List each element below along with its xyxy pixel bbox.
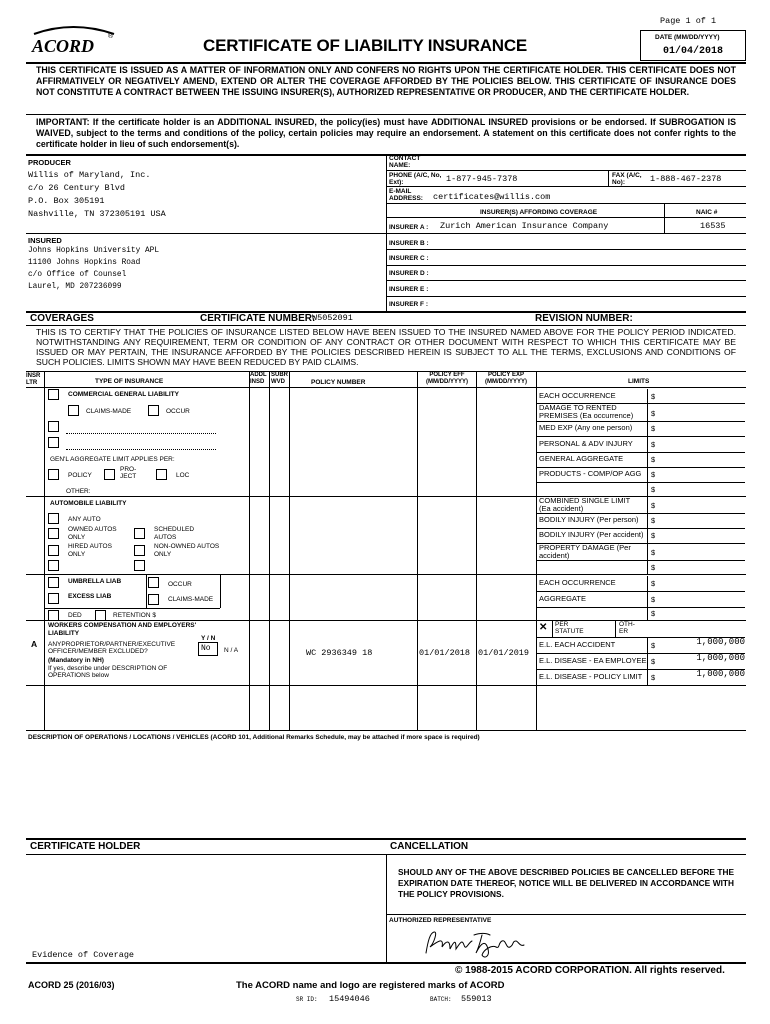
umbrella-limit-row — [537, 576, 745, 592]
disclaimer-text: THIS CERTIFICATE IS ISSUED AS A MATTER OF INFORMATION ONLY AND CONFERS NO RIGHTS UPON THE CERTIFICATE HOLDER. THIS CERTIFICATE DOES NOT AFFIRMATIVELY OR NEGATIVELY AMEND, EXTEND OR ALTER THE COVERAGE AFFORDED BY THE POLICIES BELOW. THIS CERTIFICATE OF INSURANCE DOES NOT CONSTITUTE A CONTRACT BETWEEN THE ISSUING INSURER(S), AUTHORIZED REPRESENTATIVE OR PRODUCER, AND THE CERTIFICATE HOLDER. — [36, 65, 736, 97]
gl-limit-row — [537, 421, 745, 437]
gl-claims-made-checkbox[interactable] — [68, 405, 79, 416]
gl-other-label: OTHER: — [66, 488, 91, 495]
gl-aggregate-label: GEN'L AGGREGATE LIMIT APPLIES PER: — [50, 456, 175, 463]
insr-header: INSR LTR — [26, 373, 41, 386]
limit-dollar: $ — [651, 440, 656, 449]
insured-line: Laurel, MD 207236099 — [28, 283, 122, 291]
insurer-b-label: INSURER B : — [389, 240, 429, 247]
auto-any-checkbox[interactable] — [48, 513, 59, 524]
auto-extra-checkbox-1[interactable] — [48, 560, 59, 571]
ded-label: DED — [68, 612, 82, 619]
wc-other: OTH-ER — [619, 621, 635, 635]
limit-label: E.L. DISEASE - POLICY LIMIT — [539, 672, 643, 681]
cancellation-label: CANCELLATION — [390, 841, 469, 852]
gl-occur-checkbox[interactable] — [148, 405, 159, 416]
producer-line: Nashville, TN 372305191 USA — [28, 209, 166, 219]
umbrella-limit-row — [537, 607, 745, 621]
auto-hired-label: HIRED AUTOS ONLY — [68, 543, 112, 558]
gl-title: COMMERCIAL GENERAL LIABILITY — [68, 391, 179, 398]
gl-policy-label: POLICY — [68, 472, 92, 479]
insurer-a-name: Zurich American Insurance Company — [440, 221, 609, 231]
wc-policy-exp: 01/01/2019 — [478, 648, 530, 658]
gl-occur-label: OCCUR — [166, 408, 190, 415]
umbrella-claims-made-checkbox[interactable] — [148, 594, 159, 605]
umbrella-claims-made-label: CLAIMS-MADE — [168, 596, 214, 603]
limits-header: LIMITS — [628, 378, 650, 385]
insurer-a-label: INSURER A : — [389, 224, 429, 231]
acord-logo — [28, 22, 118, 62]
wc-per-statute: PER STATUTE — [555, 621, 584, 635]
excess-checkbox[interactable] — [48, 593, 59, 604]
document-title: CERTIFICATE OF LIABILITY INSURANCE — [203, 36, 528, 55]
gl-project-label: PRO-JECT — [120, 466, 137, 480]
auth-rep-label: AUTHORIZED REPRESENTATIVE — [389, 917, 492, 924]
description-label: DESCRIPTION OF OPERATIONS / LOCATIONS / VEHICLES (ACORD 101, Additional Remarks Schedule, may be attached if more space is required) — [28, 734, 480, 741]
limit-label: PERSONAL & ADV INJURY — [539, 439, 633, 448]
auto-hired-checkbox[interactable] — [48, 545, 59, 556]
limit-label: PRODUCTS - COMP/OP AGG — [539, 469, 642, 478]
sr-id: 15494046 — [329, 994, 370, 1004]
insurer-f-label: INSURER F : — [389, 301, 428, 308]
limit-dollar: $ — [651, 409, 656, 418]
trademark: The ACORD name and logo are registered marks of ACORD — [236, 980, 505, 991]
type-header: TYPE OF INSURANCE — [95, 378, 164, 385]
wc-limit-row — [537, 653, 745, 670]
gl-limit-row — [537, 436, 745, 453]
gl-policy-checkbox[interactable] — [48, 469, 59, 480]
signature-image — [420, 927, 530, 961]
limit-value: 1,000,000 — [696, 669, 745, 679]
certify-text: THIS IS TO CERTIFY THAT THE POLICIES OF INSURANCE LISTED BELOW HAVE BEEN ISSUED TO THE INSURED NAMED ABOVE FOR THE POLICY PERIOD INDICATED. NOTWITHSTANDING ANY REQUIREMENT, TERM OR CONDITION OF ANY CONTRACT OR OTHER DOCUMENT WITH RESPECT TO WHICH THIS CERTIFICATE MAY BE ISSUED OR MAY PERTAIN, THE INSURANCE AFFORDED BY THE POLICIES DESCRIBED HEREIN IS SUBJECT TO ALL THE TERMS, EXCLUSIONS AND CONDITIONS OF SUCH POLICIES. LIMITS SHOWN MAY HAVE BEEN REDUCED BY PAID CLAIMS. — [36, 327, 736, 367]
limit-dollar: $ — [651, 392, 656, 401]
insurer-e-label: INSURER E : — [389, 286, 429, 293]
cancellation-text: SHOULD ANY OF THE ABOVE DESCRIBED POLICIES BE CANCELLED BEFORE THE EXPIRATION DATE THEREOF, NOTICE WILL BE DELIVERED IN ACCORDANCE WITH THE POLICY PROVISIONS. — [398, 867, 734, 899]
phone-value: 1-877-945-7378 — [446, 174, 518, 184]
limit-value: 1,000,000 — [696, 653, 745, 663]
auto-limit-row — [537, 496, 745, 514]
auto-non-owned-checkbox[interactable] — [134, 545, 145, 556]
wc-policy-eff: 01/01/2018 — [419, 648, 471, 658]
umbrella-limit-row — [537, 591, 745, 608]
subr-header: SUBR WVD — [271, 372, 289, 385]
excess-label: EXCESS LIAB — [68, 593, 112, 600]
auto-extra-checkbox-2[interactable] — [134, 560, 145, 571]
auto-title: AUTOMOBILE LIABILITY — [50, 500, 127, 507]
limit-dollar: $ — [651, 563, 656, 572]
wc-question: ANYPROPRIETOR/PARTNER/EXECUTIVE OFFICER/MEMBER EXCLUDED? — [48, 641, 176, 655]
limit-dollar: $ — [651, 657, 656, 666]
limit-dollar: $ — [651, 609, 656, 618]
limit-label: COMBINED SINGLE LIMIT (Ea accident) — [539, 496, 631, 513]
insured-line: 11100 Johns Hopkins Road — [28, 259, 141, 267]
insured-label: INSURED — [28, 236, 62, 245]
policy-exp-header: POLICY EXP (MM/DD/YYYY) — [485, 372, 527, 385]
limit-label: MED EXP (Any one person) — [539, 423, 633, 432]
addl-header: ADDL INSD — [250, 372, 267, 385]
gl-checkbox[interactable] — [48, 389, 59, 400]
producer-address — [28, 169, 166, 221]
date-value: 01/04/2018 — [663, 46, 724, 57]
coverages-label: COVERAGES — [30, 313, 94, 324]
auto-owned-checkbox[interactable] — [48, 528, 59, 539]
policy-eff-header: POLICY EFF (MM/DD/YYYY) — [426, 372, 468, 385]
gl-limit-row — [537, 452, 745, 468]
wc-title: WORKERS COMPENSATION AND EMPLOYERS' LIABILITY — [48, 622, 197, 637]
auto-limit-row — [537, 528, 745, 544]
insured-line: c/o Office of Counsel — [28, 271, 127, 279]
limit-label: GENERAL AGGREGATE — [539, 454, 624, 463]
wc-limit-row — [537, 637, 745, 654]
wc-describe: If yes, describe under DESCRIPTION OF OPERATIONS below — [48, 665, 168, 679]
wc-limit-row — [537, 669, 745, 686]
wc-insr-letter: A — [31, 639, 38, 649]
limit-dollar: $ — [651, 516, 656, 525]
gl-limit-row — [537, 482, 745, 497]
auto-scheduled-checkbox[interactable] — [134, 528, 145, 539]
wc-excluded-answer-box[interactable] — [198, 642, 218, 656]
producer-label: PRODUCER — [28, 158, 71, 167]
wc-addl-insd: N / A — [224, 647, 239, 654]
limit-label: BODILY INJURY (Per person) — [539, 515, 639, 524]
limit-dollar: $ — [651, 595, 656, 604]
limit-label: EACH OCCURRENCE — [539, 391, 616, 400]
insured-line: Johns Hopkins University APL — [28, 247, 160, 255]
svg-text:ACORD: ACORD — [32, 36, 95, 56]
umbrella-checkbox[interactable] — [48, 577, 59, 588]
email-label: E-MAIL ADDRESS: — [389, 188, 423, 202]
wc-mandatory: (Mandatory in NH) — [48, 657, 104, 664]
umbrella-occur-label: OCCUR — [168, 581, 192, 588]
date-box — [640, 30, 746, 61]
limit-dollar: $ — [651, 579, 656, 588]
page-number: Page 1 of 1 — [660, 16, 717, 26]
naic-header: NAIC # — [696, 209, 718, 216]
phone-label: PHONE (A/C, No, Ext): — [389, 172, 442, 186]
copyright: © 1988-2015 ACORD CORPORATION. All rights reserved. — [455, 965, 725, 976]
limit-value: 1,000,000 — [696, 637, 745, 647]
wc-statute-mark: ✕ — [539, 622, 548, 633]
limit-dollar: $ — [651, 470, 656, 479]
cert-number: W5052091 — [312, 313, 353, 323]
gl-loc-label: LOC — [176, 472, 190, 479]
batch-label: BATCH: — [430, 996, 452, 1003]
limit-dollar: $ — [651, 641, 656, 650]
gl-claims-made-label: CLAIMS-MADE — [86, 408, 132, 415]
limit-dollar: $ — [651, 673, 656, 682]
holder-text: Evidence of Coverage — [32, 950, 135, 960]
limit-label: E.L. EACH ACCIDENT — [539, 640, 616, 649]
auto-non-owned-label: NON-OWNED AUTOS ONLY — [154, 543, 220, 558]
fax-value: 1-888-467-2378 — [650, 174, 722, 184]
auto-any-label: ANY AUTO — [68, 516, 101, 523]
gl-limit-row — [537, 389, 745, 404]
gl-project-checkbox[interactable] — [104, 469, 115, 480]
gl-loc-checkbox[interactable] — [156, 469, 167, 480]
limit-label: AGGREGATE — [539, 594, 586, 603]
producer-line: c/o 26 Century Blvd — [28, 183, 125, 193]
wc-statute-row — [537, 620, 745, 638]
gl-limit-row — [537, 403, 745, 422]
holder-label: CERTIFICATE HOLDER — [30, 841, 141, 852]
wc-yn-label: Y / N — [201, 635, 216, 642]
insurer-a-naic: 16535 — [700, 221, 726, 231]
limit-label: DAMAGE TO RENTED PREMISES (Ea occurrence) — [539, 403, 634, 420]
umbrella-label: UMBRELLA LIAB — [68, 578, 122, 585]
limit-dollar: $ — [651, 424, 656, 433]
gl-extra-checkbox-2[interactable] — [48, 437, 59, 448]
limit-dollar: $ — [651, 548, 656, 557]
umbrella-occur-checkbox[interactable] — [148, 577, 159, 588]
limit-dollar: $ — [651, 501, 656, 510]
wc-excluded-answer: No — [201, 644, 211, 653]
auto-limit-row — [537, 513, 745, 529]
insurers-header: INSURER(S) AFFORDING COVERAGE — [480, 209, 598, 216]
revision-label: REVISION NUMBER: — [535, 313, 633, 324]
limit-label: EACH OCCURRENCE — [539, 578, 616, 587]
sr-id-label: SR ID: — [296, 996, 318, 1003]
gl-limit-row — [537, 467, 745, 483]
limit-dollar: $ — [651, 485, 656, 494]
wc-policy-number: WC 2936349 18 — [306, 648, 373, 658]
limit-label: PROPERTY DAMAGE (Per accident) — [539, 543, 631, 560]
gl-extra-checkbox-1[interactable] — [48, 421, 59, 432]
auto-limit-row — [537, 560, 745, 575]
limit-label: BODILY INJURY (Per accident) — [539, 530, 644, 539]
retention-label: RETENTION $ — [113, 612, 156, 619]
fax-label: FAX (A/C, No): — [612, 172, 642, 186]
producer-line: Willis of Maryland, Inc. — [28, 170, 151, 180]
auto-limit-row — [537, 543, 745, 561]
insured-address — [28, 245, 159, 293]
date-label: DATE (MM/DD/YYYY) — [655, 34, 720, 41]
limit-label: E.L. DISEASE - EA EMPLOYEE — [539, 656, 647, 665]
limit-dollar: $ — [651, 455, 656, 464]
producer-line: P.O. Box 305191 — [28, 196, 105, 206]
limit-dollar: $ — [651, 531, 656, 540]
cert-number-label: CERTIFICATE NUMBER: — [200, 313, 316, 324]
auto-scheduled-label: SCHEDULED AUTOS — [154, 526, 195, 541]
batch-number: 559013 — [461, 994, 492, 1004]
insurer-d-label: INSURER D : — [389, 270, 429, 277]
insurer-c-label: INSURER C : — [389, 255, 429, 262]
contact-name-label: CONTACT NAME: — [389, 155, 421, 169]
auto-owned-label: OWNED AUTOS ONLY — [68, 526, 117, 541]
form-id: ACORD 25 (2016/03) — [28, 980, 115, 990]
important-notice: IMPORTANT: If the certificate holder is an ADDITIONAL INSURED, the policy(ies) must have ADDITIONAL INSURED provisions or be endorsed. If SUBROGATION IS WAIVED, subject to the terms and conditions of the policy, certain policies may require an endorsement. A statement on this certificate does not confer rights to the certificate holder in lieu of such endorsement(s). — [36, 117, 736, 149]
policy-number-header: POLICY NUMBER — [311, 379, 366, 386]
svg-text:®: ® — [108, 33, 114, 40]
email-value: certificates@willis.com — [433, 192, 551, 202]
